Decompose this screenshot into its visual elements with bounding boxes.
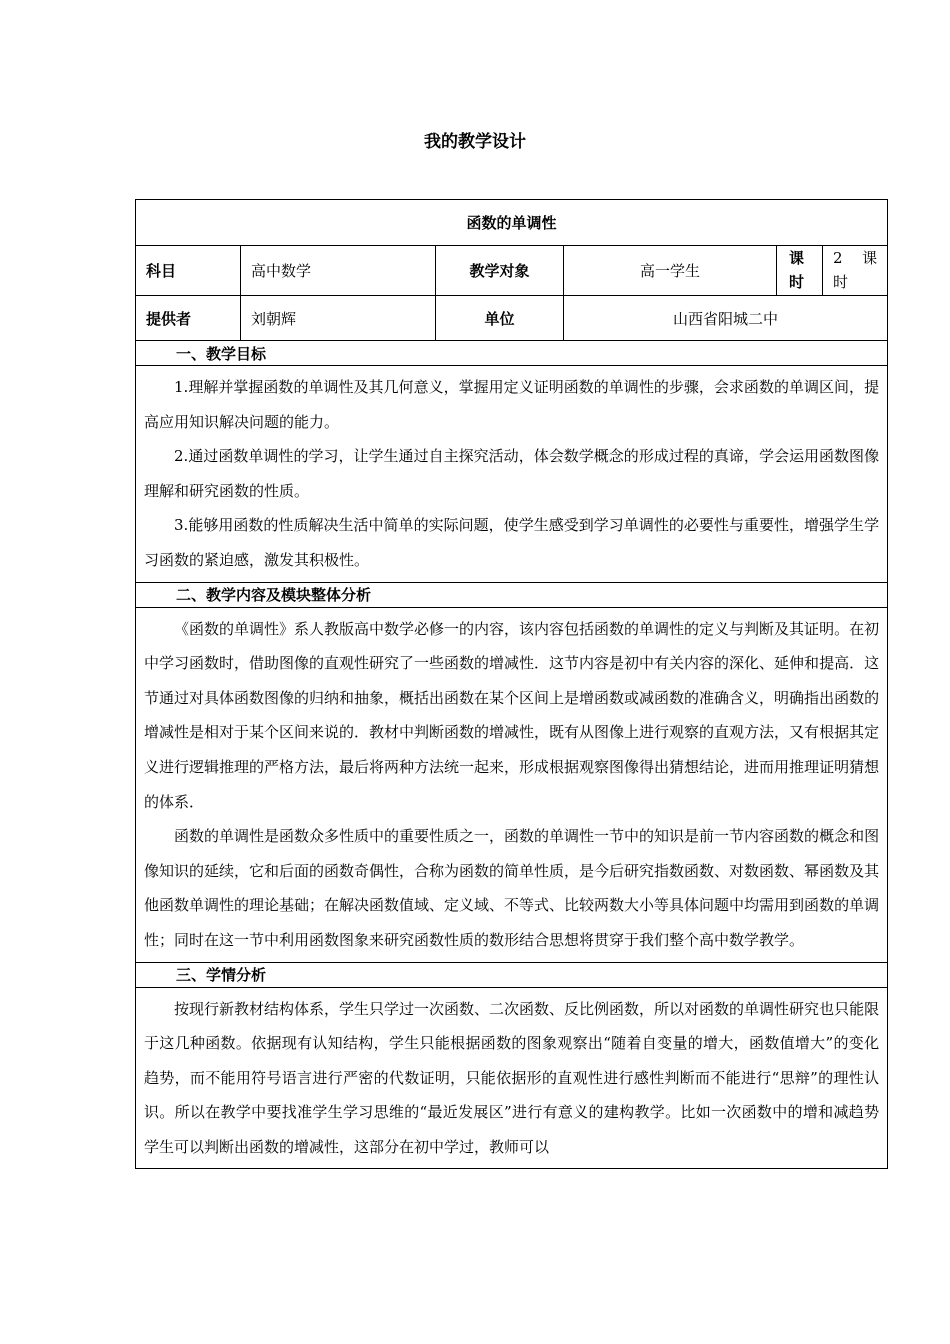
section-heading: 一、教学目标 [136, 341, 888, 366]
paragraph: 《函数的单调性》系人教版高中数学必修一的内容，该内容包括函数的单调性的定义与判断及其证明。在初中学习函数时，借助图像的直观性研究了一些函数的增减性．这节内容是初中有关内容的深化、延伸和提高．这节通过对具体函数图像的归纳和抽象，概括出函数在某个区间上是增函数或减函数的准确含义，明确指出函数的增减性是相对于某个区间来说的．教材中判断函数的增减性，既有从图像上进行观察的直观方法，又有根据其定义进行逻辑推理的严格方法，最后将两种方法统一起来，形成根据观察图像得出猜想结论，进而用推理证明猜想的体系． [144, 619, 880, 811]
provider-label: 提供者 [136, 296, 241, 341]
class-hours-label-line1: 课 [789, 249, 805, 267]
paragraph: 按现行新教材结构体系，学生只学过一次函数、二次函数、反比例函数，所以对函数的单调性研究也只能限于这几种函数。依据现有认知结构，学生只能根据函数的图象观察出“随着自变量的增大，函数值增大”的变化趋势，而不能用符号语言进行严密的代数证明，只能依据形的直观性进行感性判断而不能进行“思辩”的理性认识。所以在教学中要找准学生学习思维的“最近发展区”进行有意义的建构教学。比如一次函数中的增和减趋势学生可以判断出函数的增减性，这部分在初中学过，教师可以 [144, 999, 880, 1156]
lesson-plan-table [135, 199, 888, 1169]
provider-value: 刘朝辉 [241, 296, 436, 341]
document-title: 我的教学设计 [424, 132, 526, 152]
unit-value: 山西省阳城二中 [564, 296, 888, 341]
audience-label: 教学对象 [436, 246, 564, 296]
subject-label: 科目 [136, 246, 241, 296]
section-body [136, 366, 888, 583]
subject-value: 高中数学 [241, 246, 436, 296]
unit-label: 单位 [436, 296, 564, 341]
class-hours-label [777, 246, 823, 296]
paragraph: 1.理解并掌握函数的单调性及其几何意义，掌握用定义证明函数的单调性的步骤，会求函数的单调区间，提高应用知识解决问题的能力。 [144, 378, 880, 431]
section-heading: 三、学情分析 [136, 962, 888, 987]
class-hours-value [823, 246, 888, 296]
lesson-title: 函数的单调性 [136, 200, 888, 246]
section-body [136, 607, 888, 962]
section-body [136, 987, 888, 1169]
audience-value: 高一学生 [564, 246, 777, 296]
paragraph: 3.能够用函数的性质解决生活中简单的实际问题，使学生感受到学习单调性的必要性与重要性，增强学生学习函数的紧迫感，激发其积极性。 [144, 516, 880, 569]
class-hours-label-line2: 时 [789, 273, 805, 291]
paragraph: 2.通过函数单调性的学习，让学生通过自主探究活动，体会数学概念的形成过程的真谛，学会运用函数图像理解和研究函数的性质。 [144, 447, 880, 500]
paragraph: 函数的单调性是函数众多性质中的重要性质之一，函数的单调性一节中的知识是前一节内容函数的概念和图像知识的延续，它和后面的函数奇偶性，合称为函数的简单性质，是今后研究指数函数、对数函数、幂函数及其他函数单调性的理论基础；在解决函数值域、定义域、不等式、比较两数大小等具体问题中均需用到函数的单调性；同时在这一节中利用函数图象来研究函数性质的数形结合思想将贯穿于我们整个高中数学教学。 [144, 827, 880, 949]
section-heading: 二、教学内容及模块整体分析 [136, 582, 888, 607]
class-hours-number: 2 [833, 249, 843, 267]
class-hours-unit-1: 课 [862, 249, 878, 267]
class-hours-unit-2: 时 [833, 273, 849, 291]
